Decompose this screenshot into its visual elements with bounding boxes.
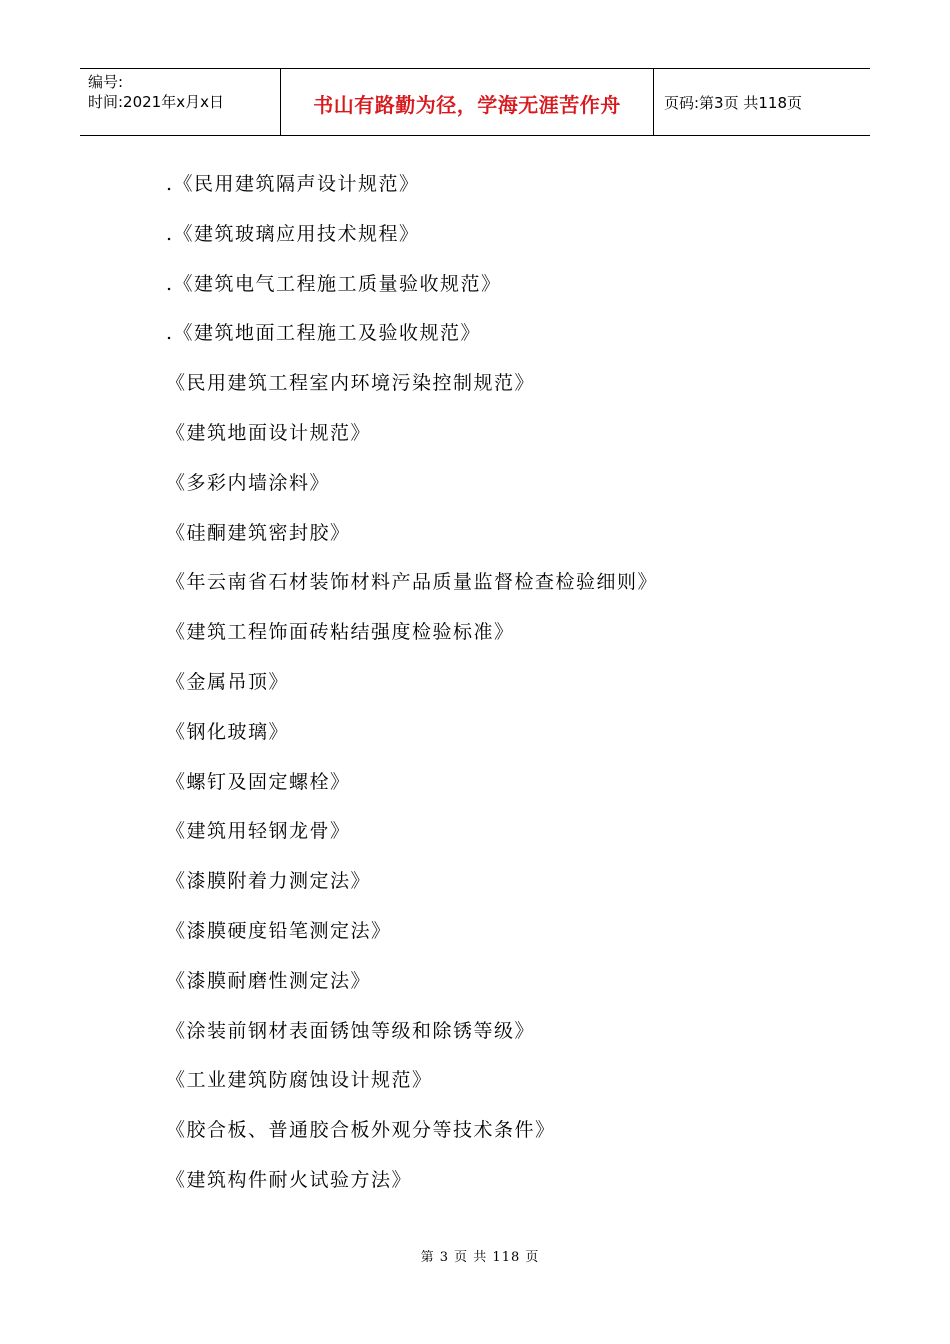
list-item: 《年云南省石材装饰材料产品质量监督检查检验细则》 [166, 571, 659, 594]
list-item: 《涂装前钢材表面锈蚀等级和除锈等级》 [166, 1019, 536, 1042]
page-header [80, 68, 870, 136]
header-page-cell [654, 69, 870, 135]
list-item: 《漆膜硬度铅笔测定法》 [166, 919, 392, 942]
list-item: 《工业建筑防腐蚀设计规范》 [166, 1069, 433, 1092]
list-item: 《胶合板、普通胶合板外观分等技术条件》 [166, 1119, 556, 1142]
list-item: 《硅酮建筑密封胶》 [166, 521, 351, 544]
list-item: 《螺钉及固定螺栓》 [166, 770, 351, 793]
header-page-number: 页码:第3页 共118页 [664, 93, 802, 112]
list-item: .《建筑地面工程施工及验收规范》 [166, 322, 482, 345]
header-motto-cell [281, 69, 654, 135]
list-item: 《钢化玻璃》 [166, 720, 290, 743]
list-item: 《民用建筑工程室内环境污染控制规范》 [166, 372, 536, 395]
list-item: 《建筑用轻钢龙骨》 [166, 820, 351, 843]
header-motto: 书山有路勤为径，学海无涯苦作舟 [313, 92, 621, 117]
document-number-label: 编号: [88, 73, 124, 91]
list-item: 《金属吊顶》 [166, 670, 290, 693]
footer-page-number: 第 3 页 共 118 页 [420, 1250, 540, 1265]
list-item: .《建筑玻璃应用技术规程》 [166, 222, 420, 245]
document-date: 时间:2021年x月x日 [88, 93, 224, 111]
list-item: 《建筑构件耐火试验方法》 [166, 1168, 413, 1191]
standards-list [0, 168, 950, 1214]
list-item: 《建筑地面设计规范》 [166, 421, 372, 444]
list-item: 《漆膜附着力测定法》 [166, 870, 372, 893]
list-item: 《多彩内墙涂料》 [166, 471, 331, 494]
header-meta-cell [80, 69, 281, 135]
list-item: .《民用建筑隔声设计规范》 [166, 173, 420, 195]
list-item: .《建筑电气工程施工质量验收规范》 [166, 272, 502, 295]
list-item: 《漆膜耐磨性测定法》 [166, 969, 372, 992]
page-footer [0, 1246, 950, 1265]
list-item: 《建筑工程饰面砖粘结强度检验标准》 [166, 621, 515, 644]
